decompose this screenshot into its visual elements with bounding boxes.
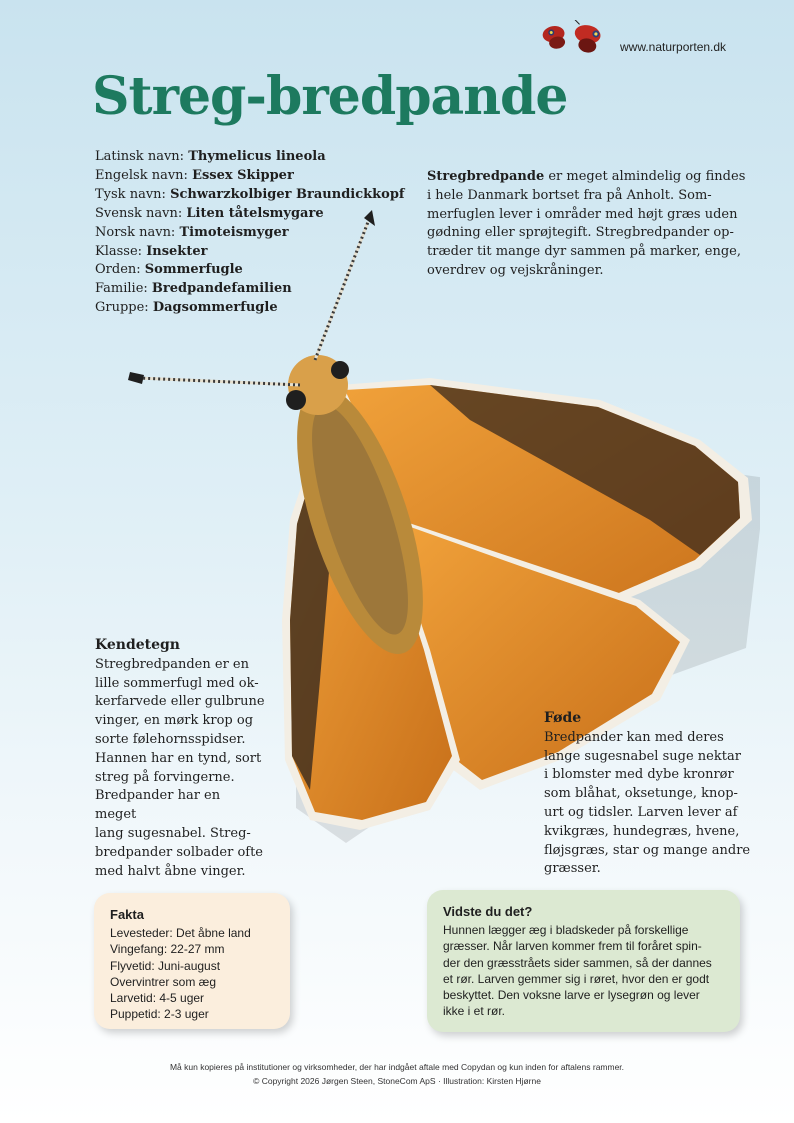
taxonomy-value: Sommerfugle [144,262,243,278]
footer-copyright-notice: Må kun kopieres på institutioner og virksomheder, der har indgået aftale med Copydan og kun inden for aftalens rammer. [169,1062,625,1072]
kendetegn-line: med halvt åbne vinger. [95,863,246,879]
taxonomy-label: Svensk navn: [95,205,183,221]
vidste-du-det-box [427,890,740,1032]
kendetegn-line: sorte følehornsspidser. [95,731,246,747]
fode-section [544,709,754,879]
taxonomy-row [95,186,405,205]
kendetegn-line: lille sommerfugl med ok- [95,675,259,691]
website-link[interactable]: www.naturporten.dk [620,40,727,54]
vidste-line: beskyttet. Den voksne larve er lysegrøn og lever [443,988,700,1003]
kendetegn-line: Hannen har en tynd, sort [95,750,262,766]
fode-line: fløjsgræs, star og mange andre [544,842,751,858]
kendetegn-line: kerfarvede eller gulbrune [95,694,265,710]
intro-paragraph [427,168,747,281]
fakta-line: Flyvetid: Juni-august [110,958,221,973]
kendetegn-line: streg på forvingerne. [95,769,235,785]
fode-line: lange sugesnabel suge nektar [544,748,741,764]
fakta-line: Overvintrer som æg [110,974,217,989]
taxonomy-value: Timoteismyger [179,224,289,240]
vidste-line: ikke i et rør. [443,1004,506,1019]
kendetegn-section [95,636,265,881]
intro-lead: Stregbredpande [427,169,545,184]
vidste-line: der den græsstråets sider sammen, så der dannes [443,955,712,970]
taxonomy-row [95,148,405,167]
taxonomy-label: Latinsk navn: [95,149,185,164]
intro-line: træder tit mange dyr sammen på marker, enge, [427,244,741,260]
fakta-heading: Fakta [110,907,144,922]
fode-line: Bredpander kan med deres [544,729,724,745]
fode-line: i blomster med dybe kronrør [544,767,734,783]
taxonomy-value: Essex Skipper [192,167,294,183]
fode-line: græsser. [544,861,601,877]
intro-line: overdrev og vejskråninger. [427,262,604,278]
kendetegn-line: vinger, en mørk krop og [95,713,254,729]
fakta-line: Levesteder: Det åbne land [110,926,251,941]
vidste-line: Hunnen lægger æg i bladskeder på forskellige [443,923,689,938]
taxonomy-label: Klasse: [95,243,143,259]
intro-line: i hele Danmark bortset fra på Anholt. Som- [427,187,712,203]
kendetegn-heading: Kendetegn [95,637,180,653]
taxonomy-value: Insekter [146,243,208,259]
footer [0,1060,794,1088]
kendetegn-line: bredpander solbader ofte [95,844,264,860]
taxonomy-label: Tysk navn: [95,186,166,202]
fode-line: som blåhat, oksetunge, knop- [544,786,738,802]
taxonomy-value: Liten tåtelsmygare [186,205,324,221]
intro-line: merfuglen lever i områder med højt græs uden [427,206,738,222]
taxonomy-row [95,167,405,186]
taxonomy-value: Thymelicus lineola [188,149,326,164]
fakta-line: Vingefang: 22-27 mm [110,942,225,957]
kendetegn-line: lang sugesnabel. Streg- [95,825,251,841]
taxonomy-label: Familie: [95,281,148,297]
fode-line: urt og tidsler. Larven lever af [544,804,738,820]
fode-line: kvikgræs, hundegræs, hvene, [544,823,740,839]
vidste-heading: Vidste du det? [443,904,533,919]
kendetegn-line: Stregbredpanden er en [95,656,249,672]
peacock-butterflies-icon [538,20,618,58]
taxonomy-label: Norsk navn: [95,224,176,240]
fakta-line: Puppetid: 2-3 uger [110,1007,209,1022]
taxonomy-label: Orden: [95,262,141,278]
taxonomy-value: Dagsommerfugle [152,300,278,316]
taxonomy-label: Gruppe: [95,300,149,316]
vidste-line: græsser. Når larven kommer frem til foråret spin- [443,939,702,954]
taxonomy-label: Engelsk navn: [95,167,188,183]
intro-line: gødning eller sprøjtegift. Stregbredpander op- [427,225,734,241]
taxonomy-value: Bredpandefamilien [151,281,292,297]
taxonomy-value: Schwarzkolbiger Braundickkopf [170,186,405,202]
page-title: Streg-bredpande [92,66,568,127]
fakta-box [94,893,290,1029]
intro-line: er meget almindelig og findes [544,169,746,184]
kendetegn-line: Bredpander har en meget [95,788,221,823]
fakta-line: Larvetid: 4-5 uger [110,991,205,1006]
footer-credits: © Copyright 2026 Jørgen Steen, StoneCom ApS · Illustration: Kirsten Hjørne [253,1076,541,1086]
vidste-line: et rør. Larven gemmer sig i røret, hvor den er godt [443,971,710,986]
fode-heading: Føde [544,710,582,726]
